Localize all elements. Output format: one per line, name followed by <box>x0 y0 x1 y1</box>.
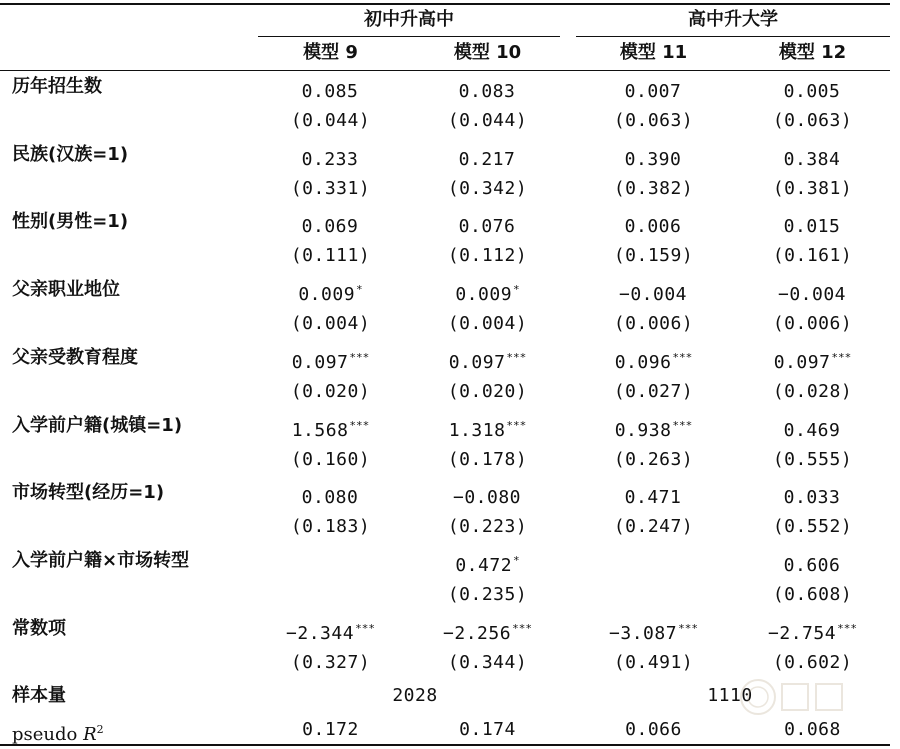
pseudo-r2-model12: 0.068 <box>784 719 841 740</box>
row-label: 历年招生数 <box>12 76 102 97</box>
coef-value: 0.390 <box>624 149 682 170</box>
pseudo-r2-prefix: pseudo <box>12 724 84 745</box>
std-error-cell: (0.331) <box>290 178 371 199</box>
row-label: 性别(男性=1) <box>12 211 129 232</box>
std-error-cell: (0.020) <box>447 381 528 402</box>
group-header-1: 初中升高中 <box>364 9 454 30</box>
model-header-11: 模型 11 <box>619 42 688 63</box>
coef-value: 0.097 <box>291 352 349 373</box>
coef-cell <box>258 414 403 443</box>
coef-value: 0.471 <box>624 487 682 508</box>
std-error-cell: (0.491) <box>613 652 694 673</box>
coef-value: 0.033 <box>783 487 841 508</box>
significance-stars: *** <box>678 622 698 635</box>
std-error-cell: (0.178) <box>447 449 528 470</box>
std-error-cell: (0.044) <box>290 110 371 131</box>
pseudo-r2-model10: 0.174 <box>459 719 516 740</box>
std-error-cell: (0.608) <box>772 584 853 605</box>
sample-size-group2: 1110 <box>707 685 753 706</box>
coef-cell <box>576 143 731 172</box>
group-underline-2 <box>576 36 890 37</box>
coef-cell <box>415 210 560 239</box>
coef-cell <box>735 143 890 172</box>
std-error-cell: (0.382) <box>613 178 694 199</box>
model-header-12: 模型 12 <box>778 42 847 63</box>
coef-value: 0.469 <box>783 420 841 441</box>
coef-value: 0.606 <box>783 555 841 576</box>
coef-cell <box>258 278 403 307</box>
coef-cell <box>735 481 890 510</box>
watermark-logo <box>738 676 848 718</box>
coef-value: 1.318 <box>448 420 506 441</box>
coef-cell <box>415 75 560 104</box>
coef-value: 0.007 <box>624 81 682 102</box>
std-error-cell: (0.027) <box>613 381 694 402</box>
row-label: 市场转型(经历=1) <box>12 482 165 503</box>
significance-stars: *** <box>349 419 370 432</box>
coef-cell <box>576 346 731 375</box>
coef-value: 0.005 <box>783 81 841 102</box>
std-error-cell: (0.555) <box>772 449 853 470</box>
row-label: 常数项 <box>12 618 66 639</box>
significance-stars: * <box>513 283 520 296</box>
coef-value: 0.006 <box>624 216 682 237</box>
std-error-cell: (0.063) <box>772 110 853 131</box>
coef-value: 0.096 <box>614 352 672 373</box>
std-error-cell: (0.004) <box>290 313 371 334</box>
coef-value: −0.004 <box>618 284 688 305</box>
std-error-cell: (0.004) <box>447 313 528 334</box>
std-error-cell: (0.381) <box>772 178 853 199</box>
coef-value: 0.080 <box>301 487 359 508</box>
std-error-cell: (0.161) <box>772 245 853 266</box>
std-error-cell: (0.344) <box>447 652 528 673</box>
group-header-2: 高中升大学 <box>688 9 778 30</box>
significance-stars: *** <box>349 351 370 364</box>
coef-cell <box>415 481 560 510</box>
std-error-cell: (0.020) <box>290 381 371 402</box>
group-underline-1 <box>258 36 560 37</box>
pseudo-r2-var: R <box>83 724 97 745</box>
coef-cell <box>258 75 403 104</box>
model-header-9: 模型 9 <box>303 42 358 63</box>
std-error-cell: (0.183) <box>290 516 371 537</box>
coef-cell <box>258 143 403 172</box>
significance-stars: * <box>356 283 363 296</box>
coef-cell <box>735 414 890 443</box>
coef-value: 0.233 <box>301 149 359 170</box>
coef-cell <box>415 549 560 578</box>
coef-cell <box>576 210 731 239</box>
std-error-cell: (0.342) <box>447 178 528 199</box>
coef-value: −2.344 <box>286 623 355 644</box>
coef-value: 0.083 <box>458 81 516 102</box>
coef-cell <box>735 346 890 375</box>
std-error-cell: (0.247) <box>613 516 694 537</box>
pseudo-r2-label <box>12 718 104 747</box>
coef-value: 0.217 <box>458 149 516 170</box>
coef-value: 0.097 <box>448 352 506 373</box>
coef-cell <box>415 278 560 307</box>
std-error-cell: (0.263) <box>613 449 694 470</box>
coef-cell <box>576 75 731 104</box>
significance-stars: *** <box>837 622 857 635</box>
std-error-cell: (0.223) <box>447 516 528 537</box>
coef-cell <box>415 143 560 172</box>
pseudo-r2-model11: 0.066 <box>625 719 682 740</box>
significance-stars: *** <box>672 351 693 364</box>
sample-size-label: 样本量 <box>12 685 66 706</box>
pseudo-r2-model9: 0.172 <box>302 719 359 740</box>
model-header-10: 模型 10 <box>453 42 522 63</box>
std-error-cell: (0.006) <box>772 313 853 334</box>
coef-value: 0.015 <box>783 216 841 237</box>
coef-cell <box>415 617 560 646</box>
coef-value: 0.472 <box>455 555 513 576</box>
significance-stars: *** <box>506 351 527 364</box>
coef-value: 0.384 <box>783 149 841 170</box>
coef-cell <box>258 346 403 375</box>
significance-stars: *** <box>506 419 527 432</box>
coef-value: −3.087 <box>609 623 678 644</box>
coef-cell <box>576 549 731 578</box>
coef-cell <box>576 278 731 307</box>
top-rule <box>0 3 890 5</box>
row-label: 入学前户籍(城镇=1) <box>12 415 183 436</box>
coef-cell <box>735 549 890 578</box>
coef-cell <box>258 481 403 510</box>
coef-cell <box>735 617 890 646</box>
coef-value: 0.009 <box>298 284 356 305</box>
coef-cell <box>576 414 731 443</box>
std-error-cell: (0.235) <box>447 584 528 605</box>
coef-cell <box>735 278 890 307</box>
coef-cell <box>258 549 403 578</box>
coef-cell <box>576 481 731 510</box>
coef-value: 0.076 <box>458 216 516 237</box>
coef-value: −0.004 <box>777 284 847 305</box>
coef-value: 0.009 <box>455 284 513 305</box>
coef-value: −0.080 <box>452 487 522 508</box>
std-error-cell: (0.160) <box>290 449 371 470</box>
coef-cell <box>735 210 890 239</box>
coef-cell <box>415 414 560 443</box>
row-label: 入学前户籍×市场转型 <box>12 550 190 571</box>
std-error-cell: (0.112) <box>447 245 528 266</box>
sample-size-group1: 2028 <box>392 685 438 706</box>
std-error-cell: (0.327) <box>290 652 371 673</box>
coef-value: −2.256 <box>443 623 512 644</box>
header-rule <box>0 70 890 71</box>
std-error-cell: (0.111) <box>290 245 371 266</box>
std-error-cell: (0.044) <box>447 110 528 131</box>
coef-value: 0.938 <box>614 420 672 441</box>
coef-cell <box>258 210 403 239</box>
bottom-rule <box>0 744 890 746</box>
row-label: 民族(汉族=1) <box>12 144 129 165</box>
significance-stars: *** <box>672 419 693 432</box>
std-error-cell: (0.159) <box>613 245 694 266</box>
coef-cell <box>576 617 731 646</box>
significance-stars: *** <box>831 351 852 364</box>
significance-stars: * <box>513 554 520 567</box>
coef-value: 0.069 <box>301 216 359 237</box>
row-label: 父亲职业地位 <box>12 279 120 300</box>
coef-value: 0.097 <box>773 352 831 373</box>
pseudo-r2-sup: 2 <box>96 723 104 736</box>
std-error-cell: (0.552) <box>772 516 853 537</box>
coef-cell <box>415 346 560 375</box>
significance-stars: *** <box>355 622 375 635</box>
coef-value: 1.568 <box>291 420 349 441</box>
coef-value: 0.085 <box>301 81 359 102</box>
row-label: 父亲受教育程度 <box>12 347 138 368</box>
std-error-cell: (0.028) <box>772 381 853 402</box>
coef-cell <box>735 75 890 104</box>
significance-stars: *** <box>512 622 532 635</box>
coef-value: −2.754 <box>768 623 837 644</box>
std-error-cell: (0.006) <box>613 313 694 334</box>
std-error-cell: (0.063) <box>613 110 694 131</box>
coef-cell <box>258 617 403 646</box>
std-error-cell: (0.602) <box>772 652 853 673</box>
